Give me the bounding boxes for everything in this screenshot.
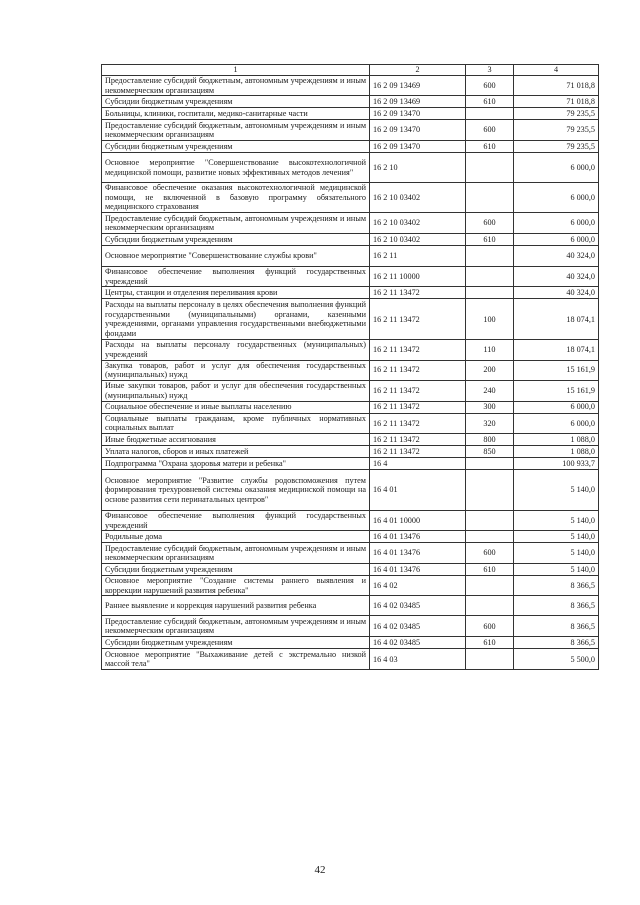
row-amount: 15 161,9 xyxy=(514,380,599,401)
row-amount: 6 000,0 xyxy=(514,183,599,213)
row-type xyxy=(466,153,514,183)
row-amount: 71 018,8 xyxy=(514,96,599,108)
row-type: 240 xyxy=(466,380,514,401)
row-amount: 71 018,8 xyxy=(514,76,599,96)
row-name: Предоставление субсидий бюджетным, автономным учреждениям и иным некоммерческим организациям xyxy=(102,616,370,637)
table-row xyxy=(102,141,599,153)
row-type: 600 xyxy=(466,213,514,234)
row-amount: 6 000,0 xyxy=(514,153,599,183)
row-amount: 6 000,0 xyxy=(514,413,599,433)
table-row xyxy=(102,108,599,120)
row-name: Субсидии бюджетным учреждениям xyxy=(102,234,370,246)
table-row xyxy=(102,96,599,108)
row-type: 320 xyxy=(466,413,514,433)
row-name: Основное мероприятие "Совершенствование службы крови" xyxy=(102,246,370,267)
row-amount: 8 366,5 xyxy=(514,637,599,649)
row-code: 16 4 01 10000 xyxy=(370,510,466,530)
row-code: 16 2 11 13472 xyxy=(370,340,466,360)
row-amount: 8 366,5 xyxy=(514,576,599,596)
row-code: 16 2 11 13472 xyxy=(370,413,466,433)
header-col-3: 3 xyxy=(466,65,514,76)
row-name: Центры, станции и отделения переливания крови xyxy=(102,287,370,299)
table-header-row xyxy=(102,65,599,76)
row-type: 600 xyxy=(466,76,514,96)
row-name: Расходы на выплаты персоналу государственных (муниципальных) учреждений xyxy=(102,340,370,360)
table-row xyxy=(102,413,599,433)
row-name: Финансовое обеспечение выполнения функций государственных учреждений xyxy=(102,510,370,530)
row-code: 16 2 09 13470 xyxy=(370,120,466,141)
row-type xyxy=(466,649,514,670)
row-name: Предоставление субсидий бюджетным, автономным учреждениям и иным некоммерческим организациям xyxy=(102,120,370,141)
row-name: Больницы, клиники, госпитали, медико-санитарные части xyxy=(102,108,370,120)
row-code: 16 4 02 03485 xyxy=(370,637,466,649)
row-name: Подпрограмма "Охрана здоровья матери и ребенка" xyxy=(102,457,370,469)
row-type: 610 xyxy=(466,637,514,649)
row-type: 610 xyxy=(466,96,514,108)
row-amount: 5 500,0 xyxy=(514,649,599,670)
row-code: 16 2 09 13469 xyxy=(370,76,466,96)
row-type xyxy=(466,596,514,616)
row-type: 100 xyxy=(466,299,514,340)
row-type xyxy=(466,531,514,543)
row-code: 16 4 01 13476 xyxy=(370,531,466,543)
row-amount: 18 074,1 xyxy=(514,340,599,360)
row-type xyxy=(466,183,514,213)
row-amount: 8 366,5 xyxy=(514,596,599,616)
table-row xyxy=(102,564,599,576)
row-amount: 8 366,5 xyxy=(514,616,599,637)
row-name: Социальные выплаты гражданам, кроме публичных нормативных социальных выплат xyxy=(102,413,370,433)
row-name: Иные бюджетные ассигнования xyxy=(102,433,370,445)
row-type: 600 xyxy=(466,616,514,637)
row-type xyxy=(466,576,514,596)
row-type xyxy=(466,108,514,120)
header-col-2: 2 xyxy=(370,65,466,76)
table-row xyxy=(102,340,599,360)
row-code: 16 2 09 13469 xyxy=(370,96,466,108)
row-type xyxy=(466,287,514,299)
row-code: 16 4 02 03485 xyxy=(370,596,466,616)
row-name: Уплата налогов, сборов и иных платежей xyxy=(102,445,370,457)
table-row xyxy=(102,380,599,401)
row-amount: 5 140,0 xyxy=(514,564,599,576)
row-amount: 40 324,0 xyxy=(514,267,599,287)
row-amount: 5 140,0 xyxy=(514,531,599,543)
row-code: 16 2 11 13472 xyxy=(370,380,466,401)
table-body xyxy=(102,65,599,670)
row-amount: 5 140,0 xyxy=(514,469,599,510)
row-code: 16 4 03 xyxy=(370,649,466,670)
row-name: Основное мероприятие "Выхаживание детей с экстремально низкой массой тела" xyxy=(102,649,370,670)
table-row xyxy=(102,433,599,445)
table-row xyxy=(102,445,599,457)
table-row xyxy=(102,76,599,96)
table-row xyxy=(102,246,599,267)
table-row xyxy=(102,637,599,649)
table-row xyxy=(102,213,599,234)
table-row xyxy=(102,510,599,530)
row-type xyxy=(466,246,514,267)
row-type xyxy=(466,457,514,469)
row-code: 16 4 01 13476 xyxy=(370,543,466,564)
table-row xyxy=(102,360,599,380)
row-code: 16 2 10 03402 xyxy=(370,234,466,246)
row-code: 16 2 09 13470 xyxy=(370,141,466,153)
row-amount: 79 235,5 xyxy=(514,120,599,141)
header-col-4: 4 xyxy=(514,65,599,76)
row-code: 16 4 02 xyxy=(370,576,466,596)
row-code: 16 2 11 13472 xyxy=(370,287,466,299)
row-amount: 1 088,0 xyxy=(514,433,599,445)
row-code: 16 2 11 13472 xyxy=(370,299,466,340)
row-amount: 79 235,5 xyxy=(514,108,599,120)
table-row xyxy=(102,543,599,564)
row-code: 16 4 01 13476 xyxy=(370,564,466,576)
table-row xyxy=(102,531,599,543)
row-code: 16 2 11 13472 xyxy=(370,401,466,413)
row-code: 16 2 10 03402 xyxy=(370,183,466,213)
row-type: 610 xyxy=(466,564,514,576)
row-name: Иные закупки товаров, работ и услуг для обеспечения государственных (муниципальных) нужд xyxy=(102,380,370,401)
row-type xyxy=(466,510,514,530)
row-type: 800 xyxy=(466,433,514,445)
row-code: 16 2 10 xyxy=(370,153,466,183)
row-name: Родильные дома xyxy=(102,531,370,543)
row-name: Субсидии бюджетным учреждениям xyxy=(102,637,370,649)
page-number: 42 xyxy=(314,864,326,876)
table-row xyxy=(102,576,599,596)
row-type xyxy=(466,469,514,510)
table-row xyxy=(102,153,599,183)
row-name: Расходы на выплаты персоналу в целях обеспечения выполнения функций государственными (муниципальными) органами, казенными учреждениями, органами управления государственными внебюджетными фондами xyxy=(102,299,370,340)
row-code: 16 2 11 xyxy=(370,246,466,267)
table-row xyxy=(102,267,599,287)
row-name: Основное мероприятие "Создание системы раннего выявления и коррекции нарушений развития ребенка" xyxy=(102,576,370,596)
row-amount: 40 324,0 xyxy=(514,246,599,267)
row-amount: 1 088,0 xyxy=(514,445,599,457)
row-name: Основное мероприятие "Развитие службы родовспоможения путем формирования трехуровневой системы оказания медицинской помощи на основе развития сети перинатальных центров" xyxy=(102,469,370,510)
row-name: Финансовое обеспечение выполнения функций государственных учреждений xyxy=(102,267,370,287)
row-amount: 6 000,0 xyxy=(514,401,599,413)
row-code: 16 2 11 13472 xyxy=(370,360,466,380)
row-amount: 40 324,0 xyxy=(514,287,599,299)
row-type xyxy=(466,267,514,287)
table-row xyxy=(102,120,599,141)
row-name: Финансовое обеспечение оказания высокотехнологичной медицинской помощи, не включенной в базовую программу обязательного медицинского страхования xyxy=(102,183,370,213)
row-name: Предоставление субсидий бюджетным, автономным учреждениям и иным некоммерческим организациям xyxy=(102,543,370,564)
row-amount: 15 161,9 xyxy=(514,360,599,380)
row-type: 610 xyxy=(466,234,514,246)
row-type: 200 xyxy=(466,360,514,380)
table-row xyxy=(102,616,599,637)
table-row xyxy=(102,234,599,246)
row-code: 16 2 10 03402 xyxy=(370,213,466,234)
row-amount: 6 000,0 xyxy=(514,213,599,234)
row-amount: 18 074,1 xyxy=(514,299,599,340)
row-name: Раннее выявление и коррекция нарушений развития ребенка xyxy=(102,596,370,616)
table-row xyxy=(102,596,599,616)
table-row xyxy=(102,457,599,469)
row-type: 110 xyxy=(466,340,514,360)
row-type: 850 xyxy=(466,445,514,457)
table-row xyxy=(102,469,599,510)
row-type: 600 xyxy=(466,543,514,564)
row-name: Предоставление субсидий бюджетным, автономным учреждениям и иным некоммерческим организациям xyxy=(102,213,370,234)
row-name: Основное мероприятие "Совершенствование высокотехнологичной медицинской помощи, развитие новых эффективных методов лечения" xyxy=(102,153,370,183)
row-name: Субсидии бюджетным учреждениям xyxy=(102,96,370,108)
row-amount: 6 000,0 xyxy=(514,234,599,246)
row-type: 610 xyxy=(466,141,514,153)
row-code: 16 2 11 13472 xyxy=(370,445,466,457)
row-amount: 79 235,5 xyxy=(514,141,599,153)
row-code: 16 4 02 03485 xyxy=(370,616,466,637)
row-code: 16 2 11 10000 xyxy=(370,267,466,287)
row-name: Субсидии бюджетным учреждениям xyxy=(102,141,370,153)
row-amount: 5 140,0 xyxy=(514,510,599,530)
row-code: 16 2 11 13472 xyxy=(370,433,466,445)
table-row xyxy=(102,287,599,299)
table-row xyxy=(102,649,599,670)
row-amount: 100 933,7 xyxy=(514,457,599,469)
budget-table xyxy=(101,64,599,670)
table-row xyxy=(102,183,599,213)
row-name: Субсидии бюджетным учреждениям xyxy=(102,564,370,576)
row-type: 300 xyxy=(466,401,514,413)
row-amount: 5 140,0 xyxy=(514,543,599,564)
row-name: Предоставление субсидий бюджетным, автономным учреждениям и иным некоммерческим организациям xyxy=(102,76,370,96)
row-code: 16 4 01 xyxy=(370,469,466,510)
table-row xyxy=(102,401,599,413)
header-col-1: 1 xyxy=(102,65,370,76)
row-code: 16 4 xyxy=(370,457,466,469)
table-row xyxy=(102,299,599,340)
row-type: 600 xyxy=(466,120,514,141)
row-code: 16 2 09 13470 xyxy=(370,108,466,120)
row-name: Социальное обеспечение и иные выплаты населению xyxy=(102,401,370,413)
row-name: Закупка товаров, работ и услуг для обеспечения государственных (муниципальных) нужд xyxy=(102,360,370,380)
